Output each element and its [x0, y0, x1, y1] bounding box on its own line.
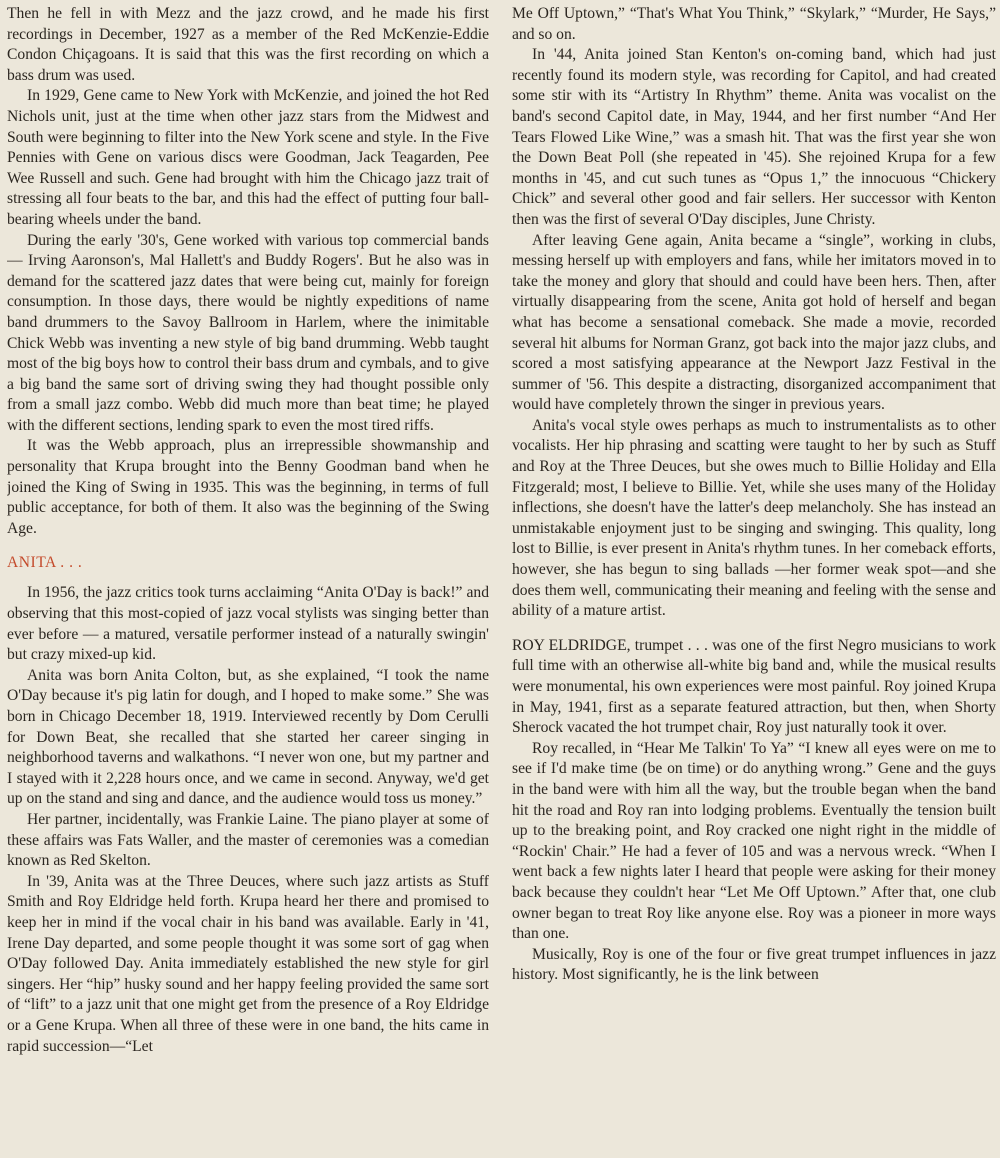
paragraph: It was the Webb approach, plus an irrepressible showmanship and personality that Krupa brought into the Benny Goodman band when he joined the King of Swing in 1935. This was the beginning, in terms of full public acceptance, for both of them. It also was the beginning of the Swing Age.	[7, 437, 489, 537]
paragraph: In '39, Anita was at the Three Deuces, where such jazz artists as Stuff Smith and Roy Eldridge held forth. Krupa heard her there and promised to keep her in mind if the vocal chair in his band was available. Early in '41, Irene Day departed, and some people thought it was some sort of gag when O'Day followed Day. Anita immediately established the new style for girl singers. Her “hip” husky sound and her happy feeling provided the same sort of “lift” to a jazz unit that one might get from the presence of a Roy Eldridge or a Gene Krupa. When all three of these were in one band, the hits came in rapid succession—“Let	[7, 872, 489, 1055]
paragraph: Then he fell in with Mezz and the jazz crowd, and he made his first recordings in December, 1927 as a member of the Red McKenzie-Eddie Condon Chiçagoans. It is said that this was the first recording on which a bass drum was used.	[7, 5, 489, 84]
paragraph: Anita was born Anita Colton, but, as she explained, “I took the name O'Day because it's pig latin for dough, and I hoped to make some.” She was born in Chicago December 18, 1919. Interviewed recently by Dom Cerulli for Down Beat, she recalled that she started her career singing in neighborhood taverns and walkathons. “I never won one, but my partner and I stayed with it 2,228 hours once, and we came in second. Anyway, we'd get up on the stand and sing and dance, and the audience would toss us money.”	[7, 666, 489, 808]
paragraph: Anita's vocal style owes perhaps as much to instrumentalists as to other vocalists. Her hip phrasing and scatting were taught to her by such as Stuff and Roy at the Three Deuces, but she owes much to Billie Holiday and Ella Fitzgerald; most, I believe to Billie. Yet, while she uses many of the Holiday inflections, she doesn't have the latter's deep melancholy. She has instead an unmistakable enjoyment just to be singing and swinging. This quality, long lost to Billie, is ever present in Anita's rhythm tunes. In her comeback efforts, however, she has begun to sing ballads —her former weak spot—and she does them well, communicating their meaning and feeling with the sense and ability of a mature artist.	[512, 416, 996, 620]
paragraph: After leaving Gene again, Anita became a “single”, working in clubs, messing herself up with employers and fans, while her imitators moved in to take the money and glory that should and could have been hers. Then, after virtually disappearing from the scene, Anita got hold of herself and began what has become a sensational comeback. She made a movie, recorded several hit albums for Norman Granz, got back into the major jazz clubs, and scored a most satisfying appearance at the Newport Jazz Festival in the summer of '56. This despite a distracting, disorganized accompaniment that would have completely thrown the singer in previous years.	[512, 231, 996, 414]
paragraph: During the early '30's, Gene worked with various top commercial bands — Irving Aaronson's, Mal Hallett's and Buddy Rogers'. But he also was in demand for the scattered jazz dates that were being cut, mainly for foreign consumption. In those days, there would be nightly expeditions of name band drummers to the Savoy Ballroom in Harlem, where the inimitable Chick Webb was inventing a new style of big band drumming. Webb taught most of the big boys how to control their bass drum and cymbals, and to give a big band the same sort of driving swing they had thought possible only from a small jazz combo. Webb did much more than beat time; he played with the different sections, lending spark to even the most tired riffs.	[7, 231, 489, 434]
right-column	[512, 4, 996, 1154]
paragraph: Her partner, incidentally, was Frankie Laine. The piano player at some of these affairs was Fats Waller, and the master of ceremonies was a comedian known as Red Skelton.	[7, 810, 489, 870]
paragraph: Roy recalled, in “Hear Me Talkin' To Ya” “I knew all eyes were on me to see if I'd make time (be on time) or do anything wrong.” Gene and the guys in the band were with him all the way, but the trouble began when the band hit the road and Roy ran into lodging problems. Eventually the tension built up to the breaking point, and Roy cracked one night right in the middle of “Rockin' Chair.” He had a fever of 105 and was a nervous wreck. “When I went back a few nights later I heard that people were asking for their money back because they couldn't hear “Let Me Off Uptown.” After that, one club owner began to treat Roy like anyone else. Roy was a pioneer in more ways than one.	[512, 739, 996, 943]
paragraph: In 1929, Gene came to New York with McKenzie, and joined the hot Red Nichols unit, just at the time when other jazz stars from the Midwest and South were beginning to filter into the New York scene and style. In the Five Pennies with Gene on various discs were Goodman, Jack Teagarden, Pee Wee Russell and such. Gene had brought with him the Chicago jazz trait of stressing all four beats to the bar, and this had the effect of putting four ball-bearing wheels under the band.	[7, 87, 489, 228]
section-heading-anita: ANITA . . .	[7, 554, 83, 572]
paragraph: In 1956, the jazz critics took turns acclaiming “Anita O'Day is back!” and observing that this most-copied of jazz vocal stylists was singing better than ever before — a matured, versatile performer instead of a naturally swingin' but crazy mixed-up kid.	[7, 584, 489, 664]
paragraph-roy-eldridge: ROY ELDRIDGE, trumpet . . . was one of the first Negro musicians to work full time with an otherwise all-white big band and, while the musical results were monumental, his own experiences were most painful. Roy joined Krupa in May, 1941, first as a separate featured attraction, but then, when Shorty Sherock vacated the hot trumpet chair, Roy just naturally took it over.	[512, 636, 996, 737]
paragraph: In '44, Anita joined Stan Kenton's on-coming band, which had just recently found its modern style, was recording for Capitol, and had created some stir with its “Artistry In Rhythm” theme. Anita was vocalist on the band's second Capitol date, in May, 1944, and her first number “And Her Tears Flowed Like Wine,” was a smash hit. That was the first year she won the Down Beat Poll (she repeated in '45). She rejoined Krupa for a few months in '45, and cut such tunes as “Opus 1,” the innocuous “Chickery Chick” and several other good and fair sellers. Her successor with Kenton then was the first of several O'Day disciples, June Christy.	[512, 46, 996, 228]
left-column	[7, 4, 489, 1154]
paragraph: Me Off Uptown,” “That's What You Think,” “Skylark,” “Murder, He Says,” and so on.	[512, 5, 996, 43]
paragraph: Musically, Roy is one of the four or five great trumpet influences in jazz history. Most significantly, he is the link between	[512, 945, 996, 984]
